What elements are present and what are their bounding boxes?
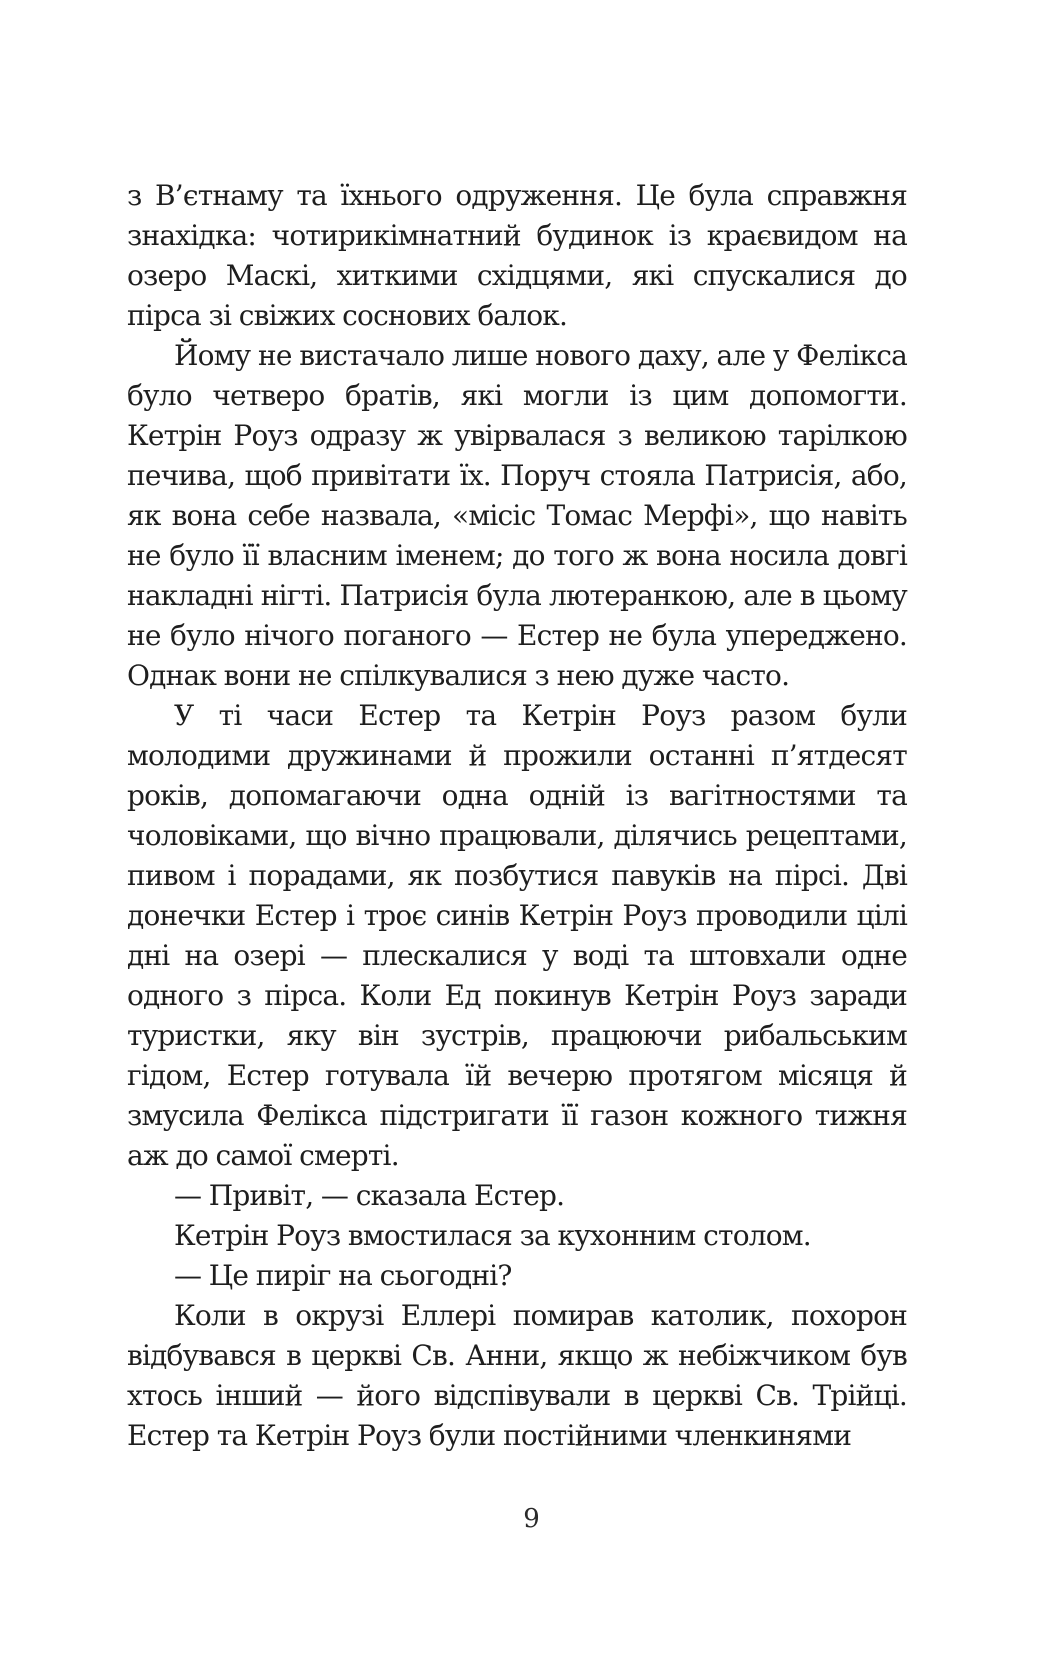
paragraph-continuation: з В’єтнаму та їхнього одруження. Це була справжня знахідка: чотирикімнатний будинок із краєвидом на озеро Маскі, хиткими східцями, які спускалися до пірса зі свіжих соснових балок. (127, 179, 907, 332)
paragraph-funerals: Коли в окрузі Еллері помирав католик, похорон відбувався в церкві Св. Анни, якщо ж небіжчиком був хтось інший — його відспівували в церкві Св. Трійці. Естер та Кетрін Роуз були постійними членкинями (127, 1299, 907, 1452)
body-text (127, 176, 907, 1456)
dialogue-hello: — Привіт, — сказала Естер. (174, 1179, 565, 1212)
page-number: 9 (523, 1504, 540, 1534)
paragraph-kitchen-table: Кетрін Роуз вмостилася за кухонним столом. (174, 1219, 811, 1252)
paragraph-young-wives: У ті часи Естер та Кетрін Роуз разом були молодими дружинами й прожили останні п’ятдесят років, допомагаючи одна одній із вагітностями та чоловіками, що вічно працювали, ділячись рецептами, пивом і порадами, як позбутися павуків на пірсі. Дві донечки Естер і троє синів Кетрін Роуз проводили цілі дні на озері — плескалися у воді та штовхали одне одного з пірса. Коли Ед покинув Кетрін Роуз заради туристки, яку він зустрів, працюючи рибальським гідом, Естер готувала їй вечерю протягом місяця й змусила Фелікса підстригати її газон кожного тижня аж до самої смерті. (127, 699, 907, 1172)
dialogue-pie: — Це пиріг на сьогодні? (174, 1259, 512, 1292)
paragraph-new-roof: Йому не вистачало лише нового даху, але у Фелікса було четверо братів, які могли із цим допомогти. Кетрін Роуз одразу ж увірвалася з великою тарілкою печива, щоб привітати їх. Поруч стояла Патрисія, або, як вона себе назвала, «місіс Томас Мерфі», що навіть не було її власним іменем; до того ж вона носила довгі накладні нігті. Патрисія була лютеранкою, але в цьому не було нічого поганого — Естер не була упереджено. Однак вони не спілкувалися з нею дуже часто. (127, 339, 907, 692)
